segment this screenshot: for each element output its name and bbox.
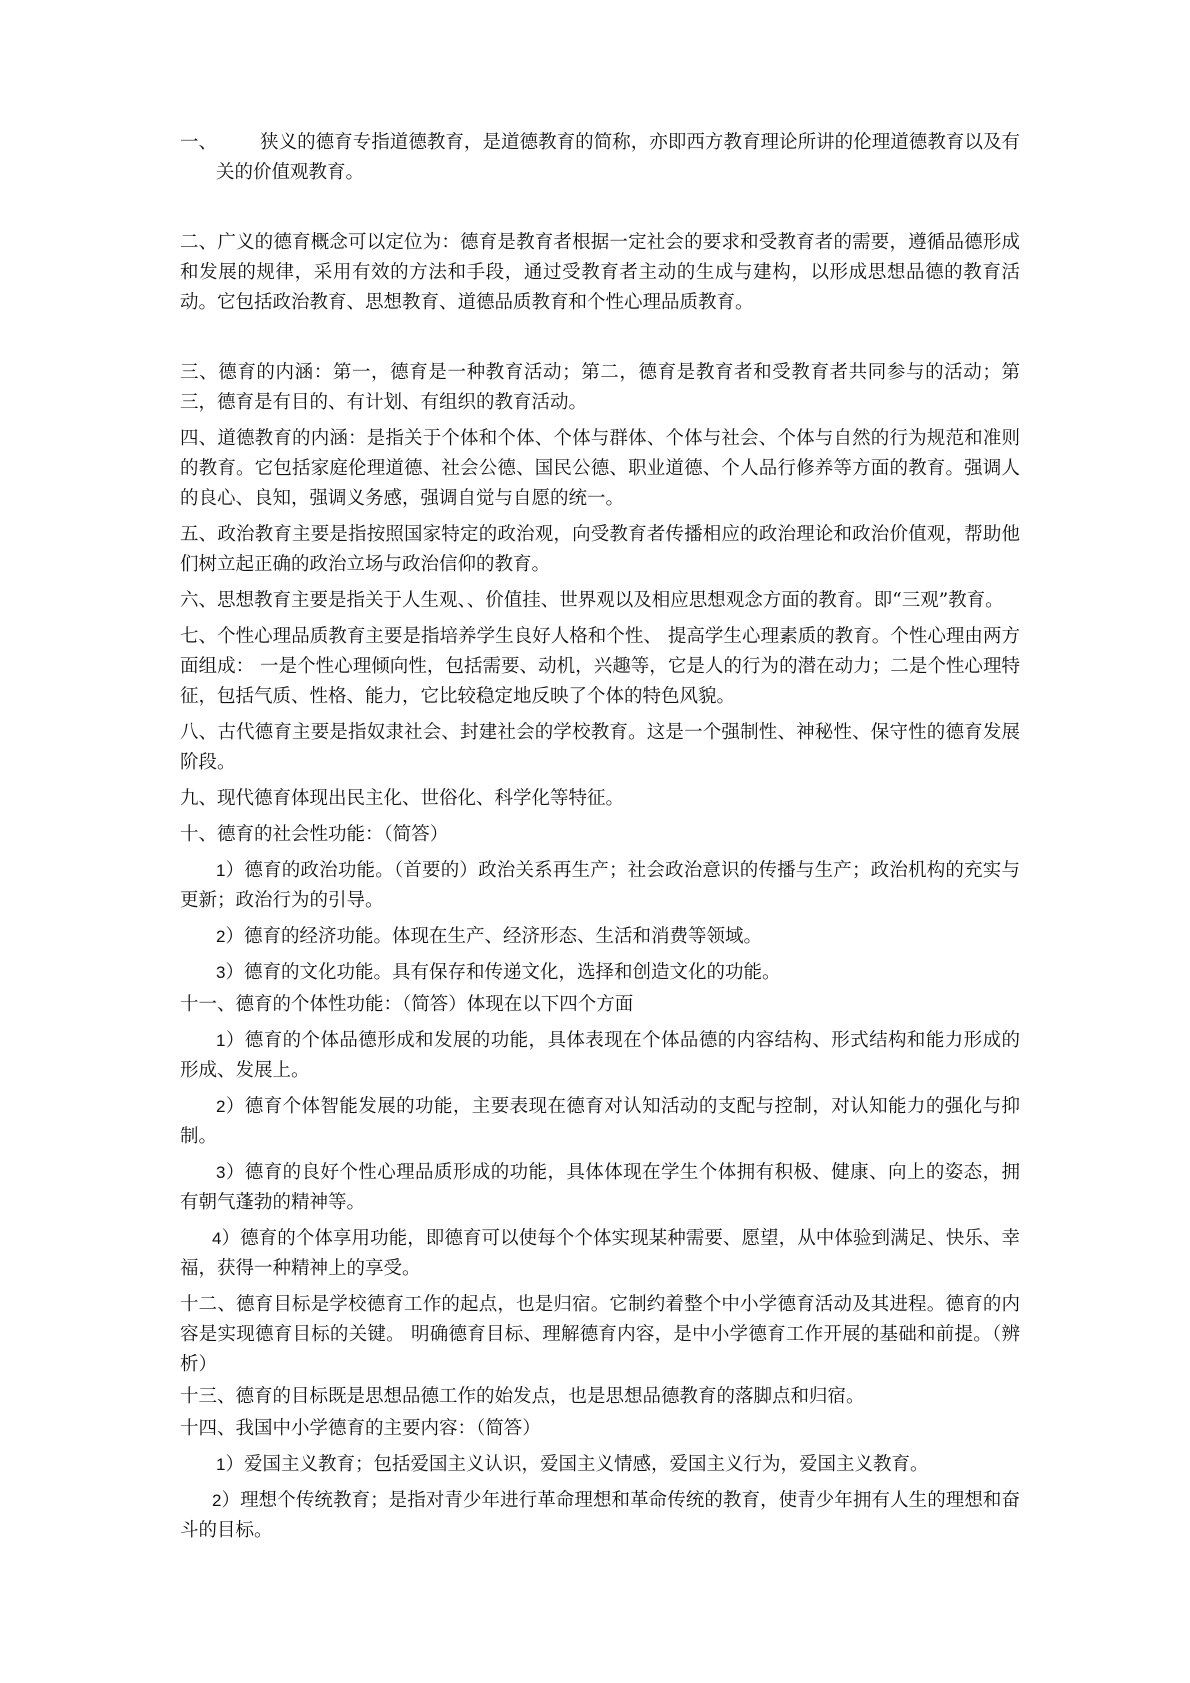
- list-item-text: ）理想个传统教育；是指对青少年进行革命理想和革命传统的教育，使青少年拥有人生的理想和奋斗的目标。: [180, 1490, 1020, 1541]
- list-item: [180, 922, 1020, 952]
- paragraph-9: 九、现代德育体现出民主化、世俗化、科学化等特征。: [180, 788, 625, 809]
- list-item: [180, 1026, 1020, 1086]
- list-item-text: ）爱国主义教育；包括爱国主义认识，爱国主义情感，爱国主义行为，爱国主义教育。: [225, 1454, 929, 1475]
- list-item: [180, 1486, 1020, 1546]
- paragraph-1: [180, 128, 1020, 188]
- paragraph-6: 六、思想教育主要是指关于人生观、、价值挂、世界观以及相应思想观念方面的教育。即“三观”教育。: [180, 590, 1004, 611]
- list-item: [180, 958, 1020, 988]
- paragraph-text: 狭义的德育专指道德教育，是道德教育的简称，亦即西方教育理论所讲的伦理道德教育以及有关的价值观教育。: [216, 132, 1020, 183]
- list-item: [180, 856, 1020, 916]
- list-item-number: 3: [216, 1163, 226, 1182]
- paragraph-4: 四、道德教育的内涵：是指关于个体和个体、个体与群体、个体与社会、个体与自然的行为规范和准则的教育。它包括家庭伦理道德、社会公德、国民公德、职业道德、个人品行修养等方面的教育。强调人的良心、良知，强调义务感，强调自觉与自愿的统一。: [180, 428, 1020, 509]
- paragraph-3: 三、德育的内涵：第一，德育是一种教育活动；第二，德育是教育者和受教育者共同参与的活动；第三，德育是有目的、有计划、有组织的教育活动。: [180, 362, 1020, 413]
- list-item-number: 1: [216, 1031, 226, 1050]
- paragraph-12: 十二、德育目标是学校德育工作的起点，也是归宿。它制约着整个中小学德育活动及其进程。德育的内容是实现德育目标的关键。 明确德育目标、理解德育内容，是中小学德育工作开展的基础和前提。（辨析）: [180, 1294, 1020, 1375]
- list-item-number: 2: [212, 1491, 222, 1510]
- paragraph-number: 一、: [180, 132, 218, 153]
- list-item-number: 2: [216, 927, 226, 946]
- list-item-number: 3: [216, 963, 226, 982]
- list-item-text: ）德育的经济功能。体现在生产、经济形态、生活和消费等领域。: [225, 926, 762, 947]
- list-item-number: 4: [212, 1229, 222, 1248]
- paragraph-14: 十四、我国中小学德育的主要内容：（简答）: [180, 1418, 541, 1439]
- document-page: [180, 128, 1020, 1552]
- list-item: [180, 1224, 1020, 1284]
- paragraph-5: 五、政治教育主要是指按照国家特定的政治观，向受教育者传播相应的政治理论和政治价值观，帮助他们树立起正确的政治立场与政治信仰的教育。: [180, 524, 1020, 575]
- list-item-text: ）德育的良好个性心理品质形成的功能，具体体现在学生个体拥有积极、健康、向上的姿态，拥有朝气蓬勃的精神等。: [180, 1162, 1020, 1213]
- list-item-number: 1: [216, 861, 226, 880]
- paragraph-2: 二、广义的德育概念可以定位为：德育是教育者根据一定社会的要求和受教育者的需要，遵循品德形成和发展的规律，采用有效的方法和手段，通过受教育者主动的生成与建构，以形成思想品德的教育活动。它包括政治教育、思想教育、道德品质教育和个性心理品质教育。: [180, 232, 1020, 313]
- paragraph-8: 八、古代德育主要是指奴隶社会、封建社会的学校教育。这是一个强制性、神秘性、保守性的德育发展阶段。: [180, 722, 1020, 773]
- list-item-number: 2: [216, 1097, 226, 1116]
- list-item-number: 1: [216, 1455, 226, 1474]
- list-item-text: ）德育的个体享用功能，即德育可以使每个个体实现某种需要、愿望，从中体验到满足、快乐、幸福，获得一种精神上的享受。: [180, 1228, 1020, 1279]
- list-item-text: ）德育的政治功能。（首要的）政治关系再生产；社会政治意识的传播与生产；政治机构的充实与更新；政治行为的引导。: [180, 860, 1020, 911]
- paragraph-7: 七、个性心理品质教育主要是指培养学生良好人格和个性、 提高学生心理素质的教育。个性心理由两方面组成： 一是个性心理倾向性，包括需要、动机，兴趣等，它是人的行为的潜在动力；二是个性心理特征，包括气质、性格、能力，它比较稳定地反映了个体的特色风貌。: [180, 626, 1020, 707]
- list-item-text: ）德育的个体品德形成和发展的功能，具体表现在个体品德的内容结构、形式结构和能力形成的形成、发展上。: [180, 1030, 1020, 1081]
- list-item: [180, 1092, 1020, 1152]
- paragraph-13: 十三、德育的目标既是思想品德工作的始发点，也是思想品德教育的落脚点和归宿。: [180, 1386, 865, 1407]
- paragraph-10: 十、德育的社会性功能：（简答）: [180, 824, 449, 845]
- list-item-text: ）德育个体智能发展的功能，主要表现在德育对认知活动的支配与控制，对认知能力的强化与抑制。: [180, 1096, 1020, 1147]
- paragraph-11: 十一、德育的个体性功能：（简答）体现在以下四个方面: [180, 994, 634, 1015]
- list-item: [180, 1158, 1020, 1218]
- list-item: [180, 1450, 1020, 1480]
- list-item-text: ）德育的文化功能。具有保存和传递文化，选择和创造文化的功能。: [225, 962, 781, 983]
